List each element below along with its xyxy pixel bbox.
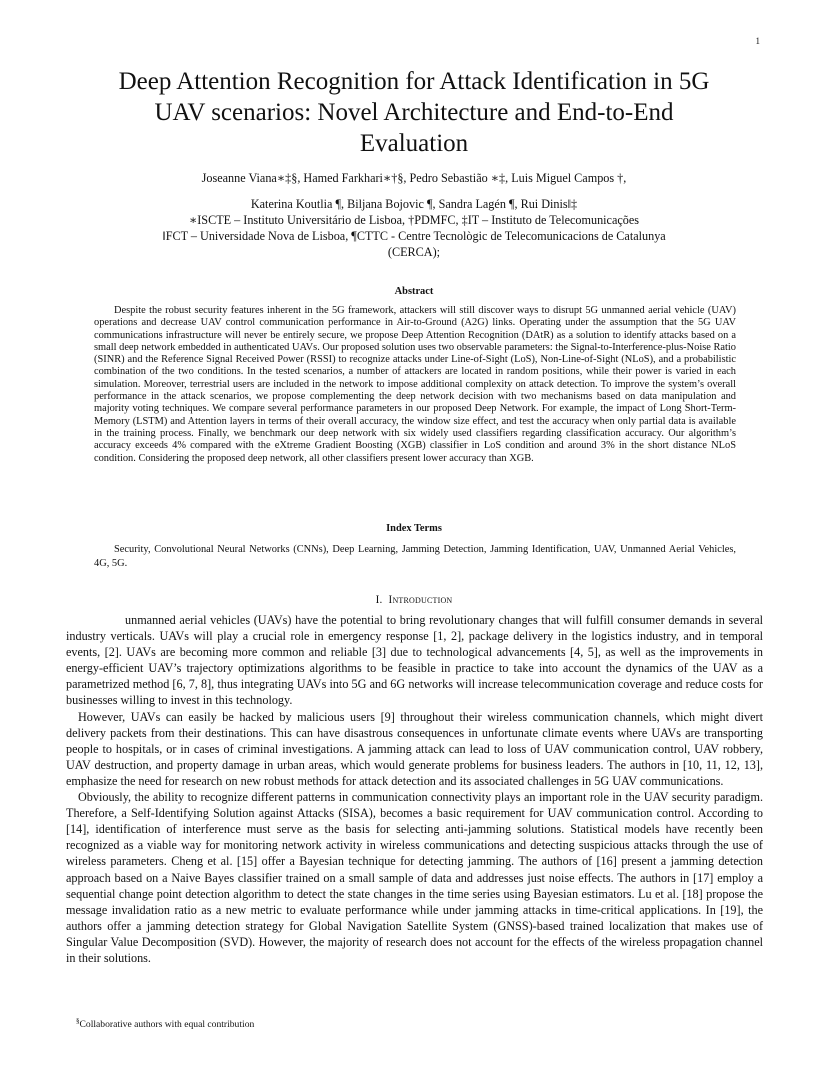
affiliation-line-1: ∗ISCTE – Instituto Universitário de Lisboa, †PDMFC, ‡IT – Instituto de Telecomunicações xyxy=(188,213,640,227)
abstract-text: Despite the robust security features inherent in the 5G framework, attackers will still discover ways to disrupt 5G unmanned aerial vehicle (UAV) operations and decrease UAV control communication performance in Air-to-Ground (A2G) links. Operating under the assumption that the 5G UAV communications infrastructure will never be entirely secure, we propose Deep Attention Recognition (DAtR) as a solution to identify attacks based on a small deep network embedded in authenticated UAVs. Our proposed solution uses two observable parameters: the Signal-to-Interference-plus-Noise Ratio (SINR) and the Reference Signal Received Power (RSSI) to recognize attacks under Line-of-Sight (LoS), Non-Line-of-Sight (NLoS), and a probabilistic combination of the two conditions. In the tested scenarios, a number of attackers are located in random positions, while their power is varied in each simulation. Moreover, terrestrial users are included in the network to impose additional complexity on attack detection. To improve the system’s overall performance in the attack scenarios, we propose complementing the deep network decision with two mechanisms based on data manipulation and majority voting techniques. We compare several performance parameters in our proposed Deep Network. For example, the impact of Long Short-Term-Memory (LSTM) and Attention layers in terms of their overall accuracy, the window size effect, and test the accuracy when only partial data is available in the training process. Finally, we benchmark our deep network with six widely used classifiers regarding classification accuracy. Our algorithm’s accuracy exceeds 4% compared with the eXtreme Gradient Boosting (XGB) classifier in LoS condition and around 3% in the short distance NLoS condition. Considering the proposed deep network, all other classifiers present lower accuracy than XGB. xyxy=(94,305,736,464)
introduction-body xyxy=(66,612,763,966)
footnote xyxy=(76,1017,254,1030)
page-number: 1 xyxy=(755,36,760,46)
index-terms-text: Security, Convolutional Neural Networks (CNNs), Deep Learning, Jamming Detection, Jamming Identification, UAV, Unmanned Aerial Vehicles, 4G, 5G. xyxy=(94,544,736,569)
body-paragraph: unmanned aerial vehicles (UAVs) have the potential to bring revolutionary changes that will fulfill consumer demands in several industry verticals. UAVs will play a crucial role in emergency response [1, 2], package delivery in the logistics industry, and in temporal events, [2]. UAVs are becoming more common and reliable [3] due to technological advancements [4, 5], as well as the improvements in energy-efficient UAV’s trajectory optimizations algorithms to be feasible in practice to take into account the dynamics of the UAV as a parametrized method [6, 7, 8], thus integrating UAVs into 5G and 6G networks will increase telecommunication coverage and reduce costs for businesses willing to invest in this technology. xyxy=(66,613,763,708)
authors-line-1: Joseanne Viana∗‡§, Hamed Farkhari∗†§, Pedro Sebastião ∗‡, Luis Miguel Campos †, xyxy=(201,171,627,185)
body-paragraph: Obviously, the ability to recognize different patterns in communication connectivity plays an important role in the UAV security paradigm. Therefore, a Self-Identifying Solution against Attacks (SISA), becomes a basic requirement for UAV communication control. According to [14], identification of interference must serve as the basis for selecting anti-jamming solutions. Statistical models have recently been recognized as a viable way for monitoring network activity in wireless communications and detecting suspicious attacks through the use of wireless parameters. Cheng et al. [15] offer a Bayesian technique for detecting jamming. The authors of [16] present a jamming detection approach based on a Naive Bayes classifier trained on a small sample of data and addresses just noise effects. The authors in [17] employ a sequential change point detection algorithm to detect the state changes in the time series using Bayesian estimators. Lu et al. [18] propose the message invalidation ratio as a new metric to evaluate performance while under jamming attacks in time-critical applications. In [19], the authors offer a jamming detection strategy for Global Navigation Satellite System (GNSS)-based trained localization that makes use of Singular Value Decomposition (SVD). However, the majority of research does not account for the effects of the wireless propagation channel in their solutions. xyxy=(66,790,763,965)
affiliation-block xyxy=(60,196,768,260)
affiliation-line-2: ‖FCT – Universidade Nova de Lisboa, ¶CTTC - Centre Tecnològic de Telecomunicacions de Catalunya xyxy=(162,229,666,243)
index-terms-heading: Index Terms xyxy=(386,523,442,534)
section-number: I. xyxy=(375,594,383,606)
body-paragraph: However, UAVs can easily be hacked by malicious users [9] throughout their wireless communication channels, which might divert delivery packets from their destinations. This can have disastrous consequences in unfortunate climate events where UAVs are transporting people to hospitals, or in cases of criminal investigations. A jamming attack can lead to loss of UAV communication control, UAV robbery, UAV destruction, and property damage in urban areas, which would generate problems for business leaders. The authors in [10, 11, 12, 13], emphasize the need for research on new robust methods for attack detection and its associated challenges in 5G UAV communications. xyxy=(66,709,763,788)
paper-title: Deep Attention Recognition for Attack Identification in 5G UAV scenarios: Novel Architecture and End-to-End Evaluation xyxy=(118,68,710,157)
affiliation-line-3: (CERCA); xyxy=(387,245,441,259)
authors-line-2: Katerina Koutlia ¶, Biljana Bojovic ¶, Sandra Lagén ¶, Rui Dinis‖‡ xyxy=(250,197,578,211)
abstract-heading: Abstract xyxy=(394,286,434,297)
footnote-mark: § xyxy=(76,1017,80,1025)
author-block xyxy=(60,170,768,186)
section-heading xyxy=(0,594,828,606)
section-title: Introduction xyxy=(388,594,453,606)
footnote-text: Collaborative authors with equal contribution xyxy=(79,1019,255,1031)
